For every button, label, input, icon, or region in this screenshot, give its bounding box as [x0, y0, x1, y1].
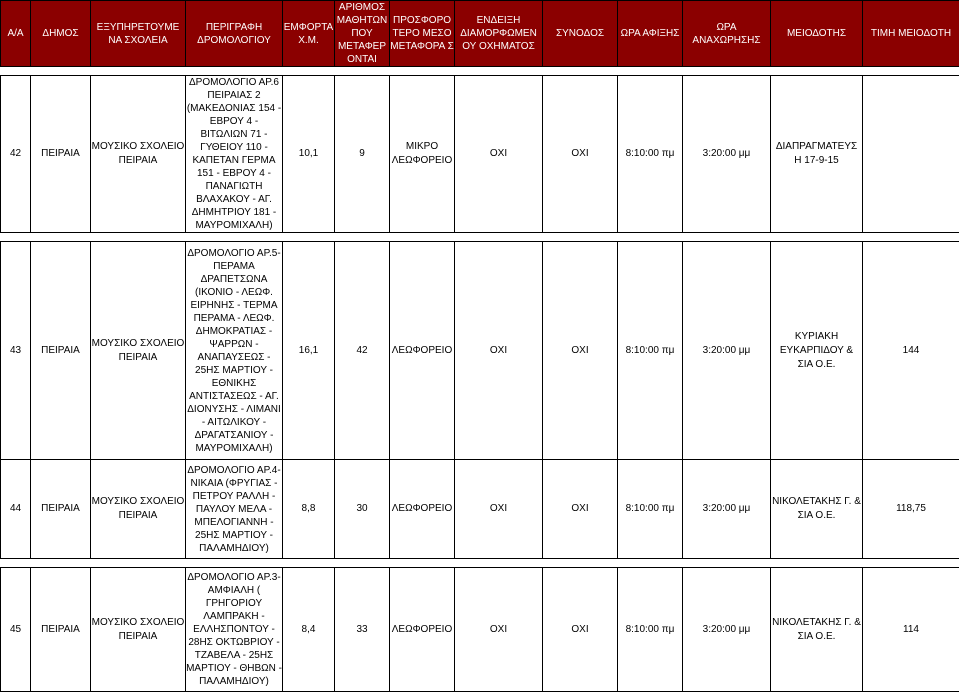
configured-cell: ΟΧΙ — [455, 568, 543, 692]
header-vehicle: ΠΡΟΣΦΟΡΟ ΤΕΡΟ ΜΕΣΟ ΜΕΤΑΦΟΡΑ Σ — [390, 1, 455, 67]
school-cell: ΜΟΥΣΙΚΟ ΣΧΟΛΕΙΟ ΠΕΙΡΑΙΑ — [91, 568, 186, 692]
school-cell: ΜΟΥΣΙΚΟ ΣΧΟΛΕΙΟ ΠΕΙΡΑΙΑ — [91, 76, 186, 233]
vehicle-cell: ΜΙΚΡΟ ΛΕΩΦΟΡΕΙΟ — [390, 76, 455, 233]
departure-cell: 3:20:00 μμ — [683, 568, 771, 692]
price-cell: 118,75 — [863, 460, 959, 559]
spacer-row — [1, 559, 959, 568]
arrival-cell: 8:10:00 πμ — [618, 460, 683, 559]
table-row — [1, 568, 959, 692]
spacer-row — [1, 67, 959, 76]
students-cell: 42 — [335, 242, 390, 460]
bidder-cell: ΝΙΚΟΛΕΤΑΚΗΣ Γ. & ΣΙΑ Ο.Ε. — [771, 568, 863, 692]
departure-cell: 3:20:00 μμ — [683, 242, 771, 460]
km-cell: 16,1 — [283, 242, 335, 460]
bidder-cell: ΝΙΚΟΛΕΤΑΚΗΣ Γ. & ΣΙΑ Ο.Ε. — [771, 460, 863, 559]
dimos-cell: ΠΕΙΡΑΙΑ — [31, 76, 91, 233]
header-row — [1, 1, 959, 67]
table-row — [1, 460, 959, 559]
km-cell: 8,8 — [283, 460, 335, 559]
km-cell: 10,1 — [283, 76, 335, 233]
aa-cell: 43 — [1, 242, 31, 460]
header-bidder: ΜΕΙΟΔΟΤΗΣ — [771, 1, 863, 67]
price-cell — [863, 76, 959, 233]
dimos-cell: ΠΕΙΡΑΙΑ — [31, 460, 91, 559]
bidder-cell: ΚΥΡΙΑΚΗ ΕΥΚΑΡΠΙΔΟΥ & ΣΙΑ Ο.Ε. — [771, 242, 863, 460]
header-dimos: ΔΗΜΟΣ — [31, 1, 91, 67]
departure-cell: 3:20:00 μμ — [683, 76, 771, 233]
header-students: ΑΡΙΘΜΟΣ ΜΑΘΗΤΩΝ ΠΟΥ ΜΕΤΑΦΕΡ ΟΝΤΑΙ — [335, 1, 390, 67]
table-row — [1, 242, 959, 460]
escort-cell: ΟΧΙ — [543, 460, 618, 559]
aa-cell: 45 — [1, 568, 31, 692]
vehicle-cell: ΛΕΩΦΟΡΕΙΟ — [390, 242, 455, 460]
header-route-description: ΠΕΡΙΓΡΑΦΗ ΔΡΟΜΟΛΟΓΙΟΥ — [186, 1, 283, 67]
header-arrival-time: ΩΡΑ ΑΦΙΞΗΣ — [618, 1, 683, 67]
configured-cell: ΟΧΙ — [455, 242, 543, 460]
arrival-cell: 8:10:00 πμ — [618, 76, 683, 233]
arrival-cell: 8:10:00 πμ — [618, 568, 683, 692]
departure-cell: 3:20:00 μμ — [683, 460, 771, 559]
header-departure-time: ΩΡΑ ΑΝΑΧΩΡΗΣΗΣ — [683, 1, 771, 67]
header-configured-vehicle: ΕΝΔΕΙΞΗ ΔΙΑΜΟΡΦΩΜΕΝ ΟΥ ΟΧΗΜΑΤΟΣ — [455, 1, 543, 67]
school-cell: ΜΟΥΣΙΚΟ ΣΧΟΛΕΙΟ ΠΕΙΡΑΙΑ — [91, 460, 186, 559]
dimos-cell: ΠΕΙΡΑΙΑ — [31, 568, 91, 692]
spacer-row — [1, 233, 959, 242]
escort-cell: ΟΧΙ — [543, 76, 618, 233]
header-aa: Α/Α — [1, 1, 31, 67]
aa-cell: 44 — [1, 460, 31, 559]
bidder-cell: ΔΙΑΠΡΑΓΜΑΤΕΥΣ Η 17-9-15 — [771, 76, 863, 233]
students-cell: 9 — [335, 76, 390, 233]
students-cell: 33 — [335, 568, 390, 692]
price-cell: 144 — [863, 242, 959, 460]
km-cell: 8,4 — [283, 568, 335, 692]
dimos-cell: ΠΕΙΡΑΙΑ — [31, 242, 91, 460]
route-cell: ΔΡΟΜΟΛΟΓΙΟ ΑΡ.4- ΝΙΚΑΙΑ (ΦΡΥΓΙΑΣ - ΠΕΤΡΟΥ ΡΑΛΛΗ - ΠΑΥΛΟΥ ΜΕΛΑ - ΜΠΕΛΟΓΙΑΝΝΗ - 25ΗΣ ΜΑΡΤΙΟΥ - ΠΑΛΑΜΗΔΙΟΥ) — [186, 460, 283, 559]
header-escort: ΣΥΝΟΔΟΣ — [543, 1, 618, 67]
aa-cell: 42 — [1, 76, 31, 233]
escort-cell: ΟΧΙ — [543, 242, 618, 460]
header-bidder-price: ΤΙΜΗ ΜΕΙΟΔΟΤΗ — [863, 1, 959, 67]
header-km: ΕΜΦΟΡΤΑ Χ.Μ. — [283, 1, 335, 67]
students-cell: 30 — [335, 460, 390, 559]
header-schools: ΕΞΥΠΗΡΕΤΟΥΜΕ ΝΑ ΣΧΟΛΕΙΑ — [91, 1, 186, 67]
vehicle-cell: ΛΕΩΦΟΡΕΙΟ — [390, 568, 455, 692]
school-cell: ΜΟΥΣΙΚΟ ΣΧΟΛΕΙΟ ΠΕΙΡΑΙΑ — [91, 242, 186, 460]
arrival-cell: 8:10:00 πμ — [618, 242, 683, 460]
escort-cell: ΟΧΙ — [543, 568, 618, 692]
table-row — [1, 76, 959, 233]
price-cell: 114 — [863, 568, 959, 692]
vehicle-cell: ΛΕΩΦΟΡΕΙΟ — [390, 460, 455, 559]
route-cell: ΔΡΟΜΟΛΟΓΙΟ ΑΡ.6 ΠΕΙΡΑΙΑΣ 2 (ΜΑΚΕΔΟΝΙΑΣ 154 - ΕΒΡΟΥ 4 - ΒΙΤΩΛΙΩΝ 71 - ΓΥΘΕΙΟΥ 110 - ΚΑΠΕΤΑΝ ΓΕΡΜΑ 151 - ΕΒΡΟΥ 4 - ΠΑΝΑΓΙΩΤΗ ΒΛΑΧΑΚΟΥ - ΑΓ. ΔΗΜΗΤΡΙΟΥ 181 - ΜΑΥΡΟΜΙΧΑΛΗ) — [186, 76, 283, 233]
route-cell: ΔΡΟΜΟΛΟΓΙΟ ΑΡ.5- ΠΕΡΑΜΑ ΔΡΑΠΕΤΣΩΝΑ (ΙΚΟΝΙΟ - ΛΕΩΦ. ΕΙΡΗΝΗΣ - ΤΕΡΜΑ ΠΕΡΑΜΑ - ΛΕΩΦ. ΔΗΜΟΚΡΑΤΙΑΣ - ΨΑΡΡΩΝ - ΑΝΑΠΑΥΣΕΩΣ - 25ΗΣ ΜΑΡΤΙΟΥ - ΕΘΝΙΚΗΣ ΑΝΤΙΣΤΑΣΕΩΣ - ΑΓ. ΔΙΟΝΥΣΗΣ - ΛΙΜΑΝΙ - ΑΙΤΩΛΙΚΟΥ - ΔΡΑΓΑΤΣΑΝΙΟΥ - ΜΑΥΡΟΜΙΧΑΛΗ) — [186, 242, 283, 460]
route-cell: ΔΡΟΜΟΛΟΓΙΟ ΑΡ.3- ΑΜΦΙΑΛΗ ( ΓΡΗΓΟΡΙΟΥ ΛΑΜΠΡΑΚΗ - ΕΛΛΗΣΠΟΝΤΟΥ - 28ΗΣ ΟΚΤΩΒΡΙΟΥ - ΤΖΑΒΕΛΑ - 25ΗΣ ΜΑΡΤΙΟΥ - ΘΗΒΩΝ - ΠΑΛΑΜΗΔΙΟΥ) — [186, 568, 283, 692]
configured-cell: ΟΧΙ — [455, 76, 543, 233]
configured-cell: ΟΧΙ — [455, 460, 543, 559]
